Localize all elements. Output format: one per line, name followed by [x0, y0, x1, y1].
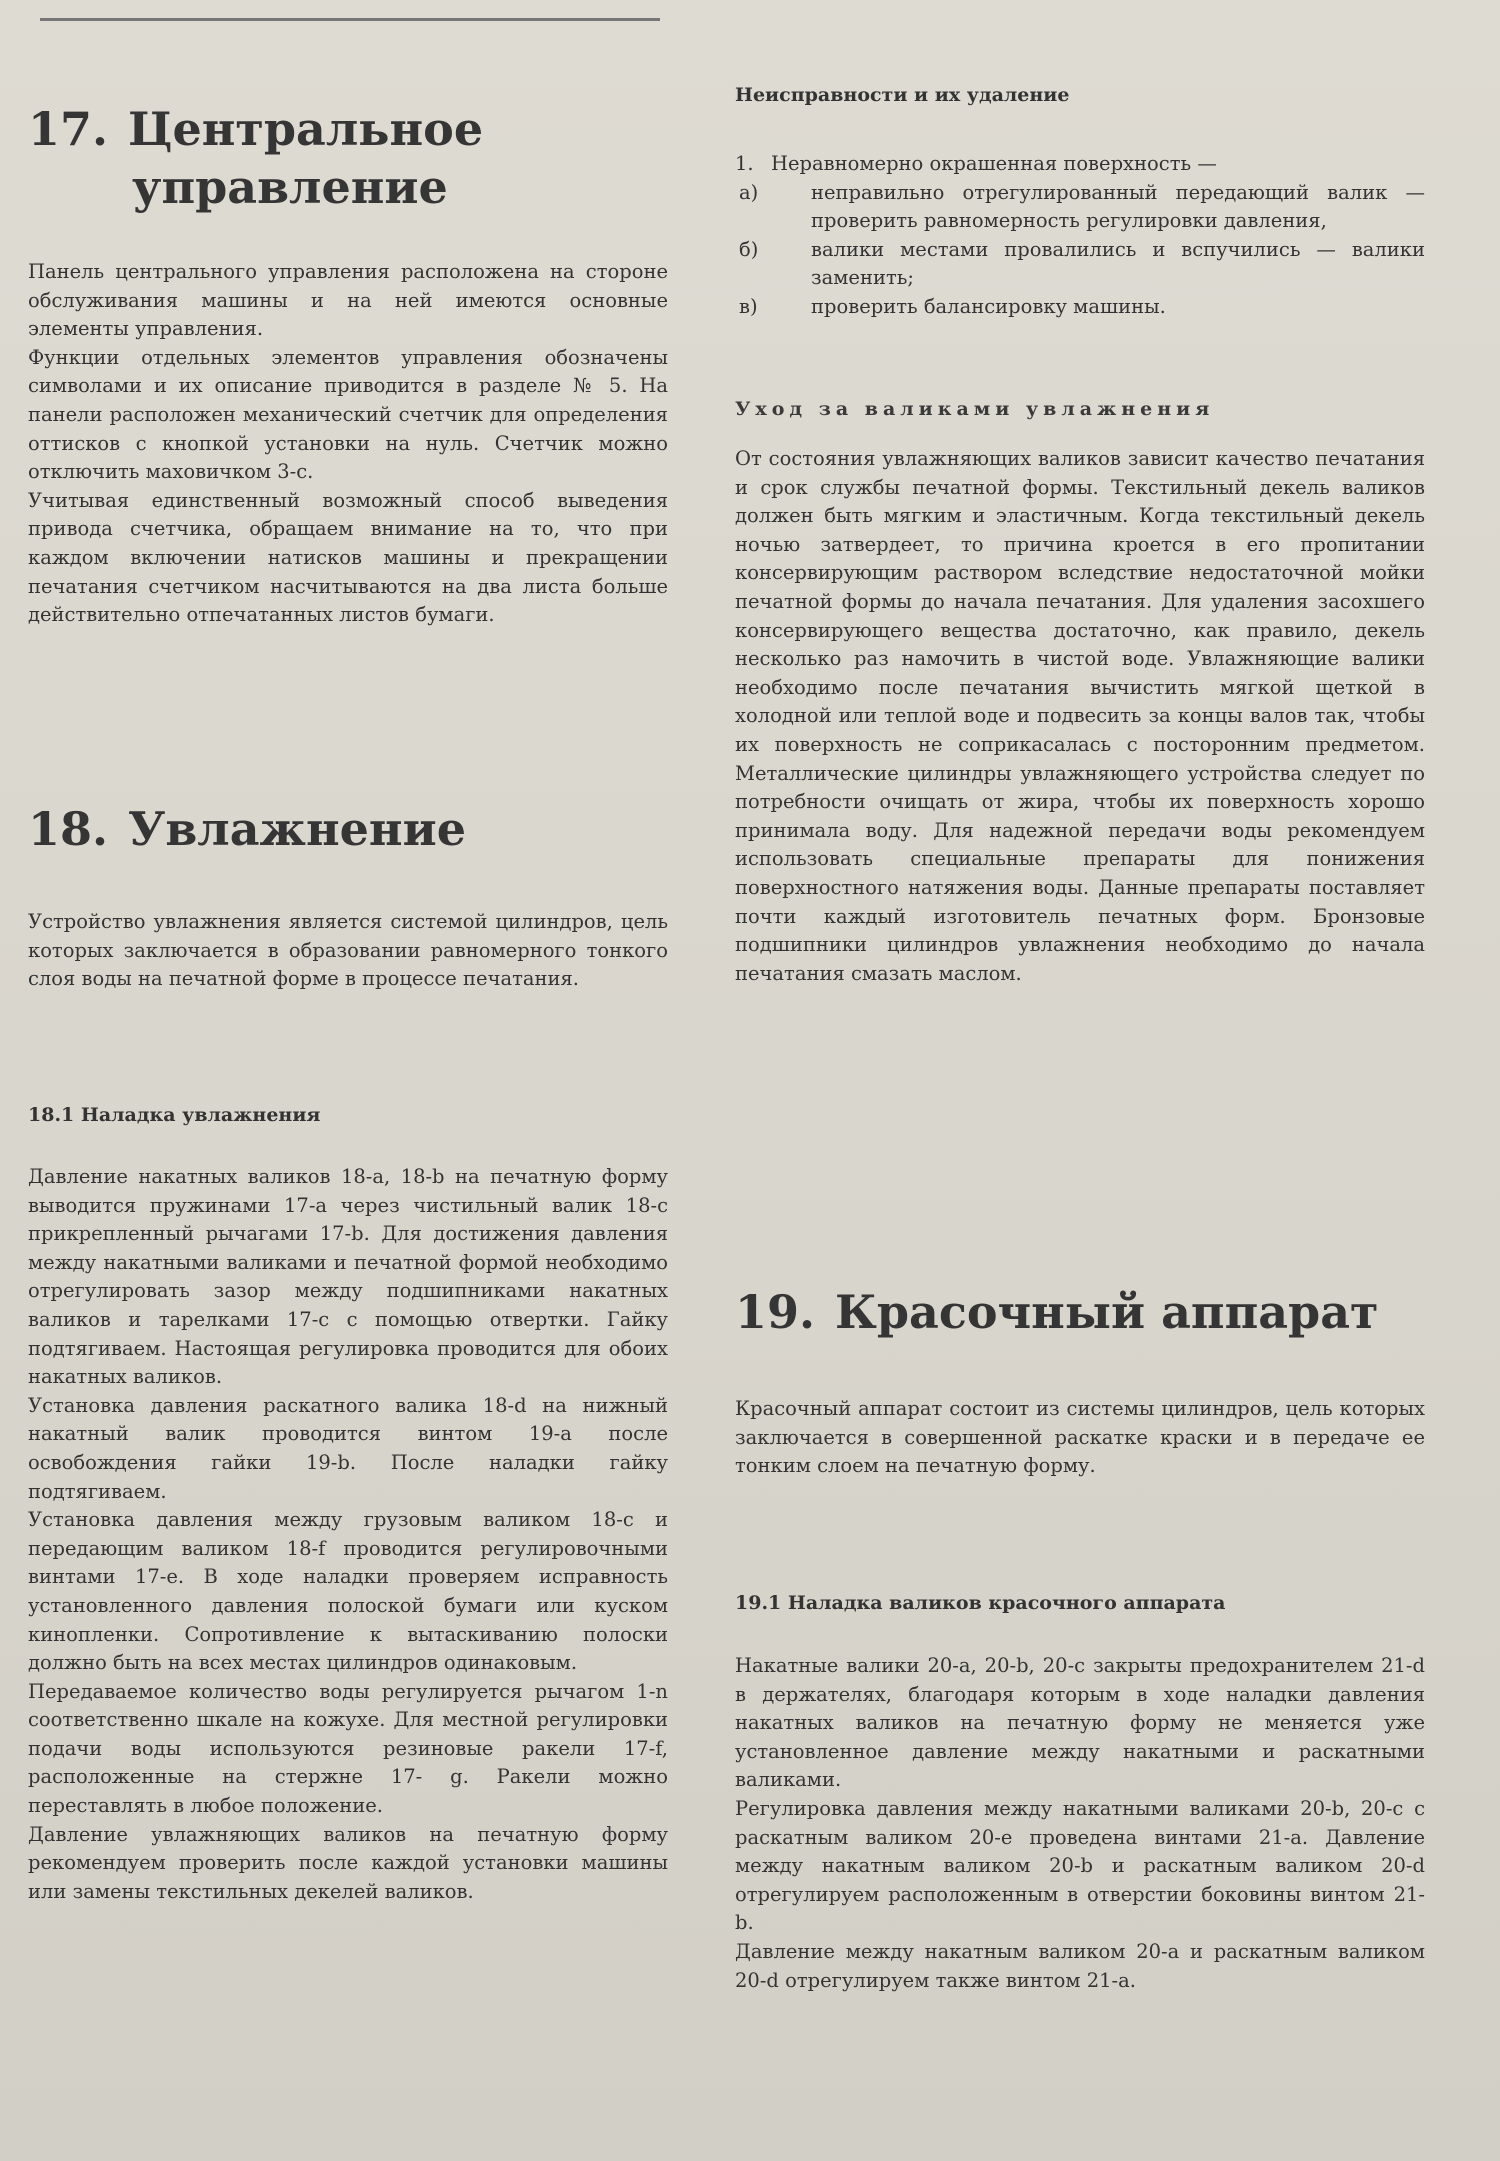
chapter-17-body	[28, 258, 668, 630]
section-18-1-body	[28, 1163, 668, 1906]
section-19-1-paragraph: Регулировка давления между накатными валиками 20-b, 20-c с раскатным валиком 20-e проведена винтами 21-a. Давление между накатным валиком 20-b и раскатным валиком 20-d отрегулируем расположенным в отверстии боковины винтом 21-b.	[735, 1796, 1425, 1935]
faults-subitem-c	[739, 293, 1425, 322]
chapter-18-intro: Устройство увлажнения является системой цилиндров, цель которых заключается в образовании равномерного тонкого слоя воды на печатной форме в процессе печатания.	[28, 910, 668, 991]
chapter-17-number: 17.	[28, 102, 109, 156]
faults-subitem-text: проверить балансировку машины.	[811, 294, 1166, 318]
faults-heading: Неисправности и их удаление	[735, 84, 1070, 106]
faults-subitem-text: неправильно отрегулированный передающий валик — проверить равномерность регулировки давления,	[811, 180, 1425, 233]
section-18-1-paragraph: Давление увлажняющих валиков на печатную форму рекомендуем проверить после каждой установки машины или замены текстильных декелей валиков.	[28, 1822, 668, 1903]
chapter-19-number: 19.	[735, 1285, 816, 1339]
faults-item-1-text: Неравномерно окрашенная поверхность —	[771, 152, 1217, 175]
section-18-1-title: 18.1 Наладка увлажнения	[28, 1104, 321, 1126]
section-18-1-paragraph: Установка давления между грузовым валиком 18-c и передающим валиком 18-f проводится регулировочными винтами 17-e. В ходе наладки проверяем исправность установленного давления полоской бумаги или куском кинопленки. Сопротивление к вытаскиванию полоски должно быть на всех местах цилиндров одинаковым.	[28, 1508, 668, 1675]
faults-item-1-marker: 1.	[735, 152, 754, 175]
chapter-17-paragraph: Функции отдельных элементов управления обозначены символами и их описание приводится в разделе № 5. На панели расположен механический счетчик для определения оттисков с кнопкой установки на нуль. Счетчик можно отключить маховичком 3-с.	[28, 345, 668, 484]
chapter-19-title	[735, 1283, 1425, 1341]
faults-item-1	[735, 150, 1425, 179]
faults-subitem-text: валики местами провалились и вспучились — валики заменить;	[811, 237, 1425, 290]
chapter-17-title-line2: управление	[132, 160, 448, 214]
section-18-1-paragraph: Передаваемое количество воды регулируется рычагом 1-n соответственно шкале на кожухе. Для местной регулировки подачи воды используются резиновые ракели 17-f, расположенные на стержне 17- g. Ракели можно переставлять в любое положение.	[28, 1679, 668, 1818]
chapter-19-title-text: Красочный аппарат	[835, 1285, 1379, 1339]
chapter-17-title	[28, 100, 668, 216]
chapter-19-intro: Красочный аппарат состоит из системы цилиндров, цель которых заключается в совершенной раскатке краски и в передаче ее тонким слоем на печатную форму.	[735, 1397, 1425, 1478]
section-19-1-paragraph: Давление между накатным валиком 20-a и раскатным валиком 20-d отрегулируем также винтом 21-a.	[735, 1939, 1425, 1992]
section-19-1-title: 19.1 Наладка валиков красочного аппарата	[735, 1592, 1226, 1614]
faults-subitem-marker: в)	[739, 294, 758, 318]
chapter-18-number: 18.	[28, 802, 109, 856]
chapter-17-paragraph: Учитывая единственный возможный способ выведения привода счетчика, обращаем внимание на то, что при каждом включении натисков машины и прекращении печатания счетчиком насчитываются на два листа больше действительно отпечатанных листов бумаги.	[28, 488, 668, 627]
chapter-17-paragraph: Панель центрального управления расположена на стороне обслуживания машины и на ней имеются основные элементы управления.	[28, 260, 668, 341]
faults-subitem-marker: а)	[739, 180, 759, 204]
faults-subitem-a	[739, 179, 1425, 236]
top-rule	[40, 18, 660, 21]
faults-subitem-b	[739, 236, 1425, 293]
section-18-1-paragraph: Давление накатных валиков 18-a, 18-b на печатную форму выводится пружинами 17-a через чистильный валик 18-c прикрепленный рычагами 17-b. Для достижения давления между накатными валиками и печатной формой необходимо отрегулировать зазор между подшипниками накатных валиков и тарелками 17-c с помощью отвертки. Гайку подтягиваем. Настоящая регулировка проводится для обоих накатных валиков.	[28, 1165, 668, 1389]
care-heading: Уход за валиками увлажнения	[735, 398, 1215, 420]
section-19-1-paragraph: Накатные валики 20-a, 20-b, 20-c закрыты предохранителем 21-d в держателях, благодаря которым в ходе наладки давления накатных валиков на печатную форму не меняется уже установленное давление между накатными и раскатными валиками.	[735, 1654, 1425, 1792]
section-18-1-paragraph: Установка давления раскатного валика 18-d на нижный накатный валик проводится винтом 19-a после освобождения гайки 19-b. После наладки гайку подтягиваем.	[28, 1393, 668, 1503]
chapter-17-title-line1: Центральное	[128, 102, 484, 156]
chapter-18-title-text: Увлажнение	[128, 802, 466, 856]
section-19-1-body	[735, 1652, 1425, 1995]
chapter-18-title	[28, 800, 668, 858]
care-paragraph: От состояния увлажняющих валиков зависит качество печатания и срок службы печатной формы. Текстильный декель валиков должен быть мягким и эластичным. Когда текстильный декель ночью затвердеет, то причина кроется в его пропитании консервирующим раствором вследствие недостаточной мойки печатной формы до начала печатания. Для удаления засохшего консервирующего вещества достаточно, как правило, декель несколько раз намочить в чистой воде. Увлажняющие валики необходимо после печатания вычистить мягкой щеткой в холодной или теплой воде и подвесить за концы валов так, чтобы их поверхность не соприкасалась с посторонним предметом. Металлические цилиндры увлажняющего устройства следует по потребности очищать от жира, чтобы их поверхность хорошо принимала воду. Для надежной передачи воды рекомендуем использовать специальные препараты для понижения поверхностного натяжения воды. Данные препараты поставляет почти каждый изготовитель печатных форм. Бронзовые подшипники цилиндров увлажнения необходимо до начала печатания смазать маслом.	[735, 447, 1425, 985]
faults-subitem-marker: б)	[739, 237, 759, 261]
faults-list	[735, 150, 1425, 322]
